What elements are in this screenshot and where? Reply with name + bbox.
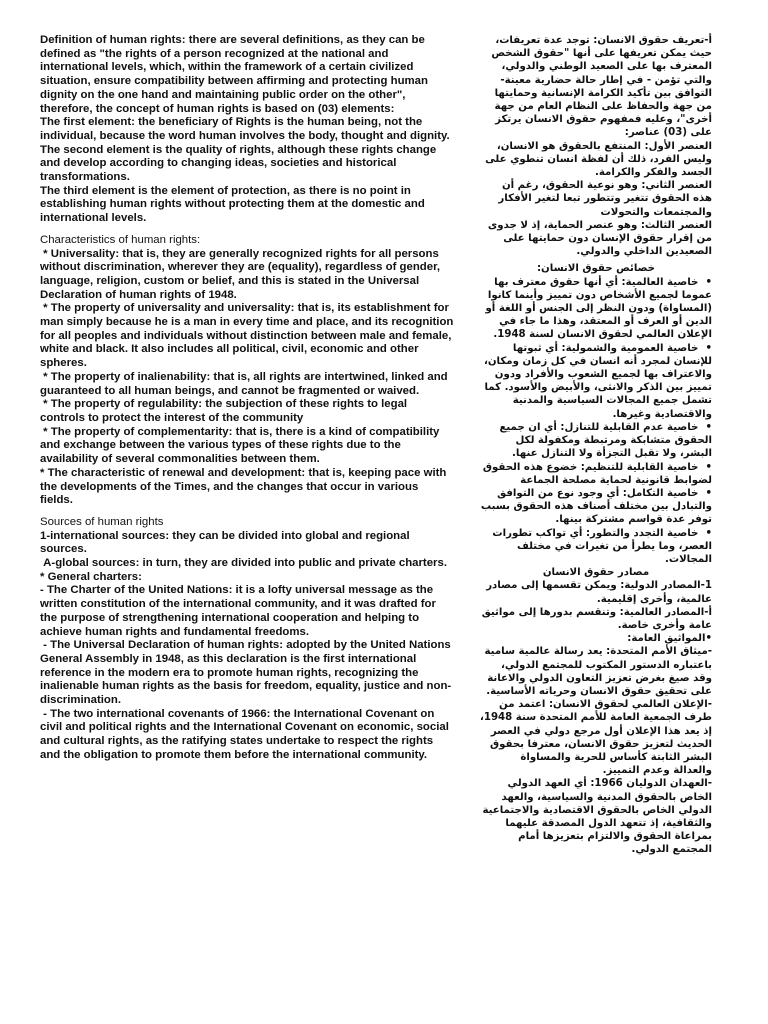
- arabic-characteristics-title: خصائص حقوق الانسان:: [536, 263, 656, 275]
- arabic-characteristic-item: • خاصية القابلية للتنظيم: خضوع هذه الحقوق لضوابط قانونية لحماية مصلحة الجماعة: [480, 461, 712, 487]
- english-source-item: * General charters:: [40, 570, 142, 583]
- arabic-sources-section: [476, 566, 712, 856]
- english-sources-section: [40, 516, 454, 763]
- arabic-source-item: 1-المصادر الدولية: ويمكن تقسمها إلى مصادر عالمية، وأخرى إقليمية.: [482, 580, 712, 605]
- english-source-item: A-global sources: in turn, they are divided into public and private charters.: [40, 557, 447, 570]
- english-characteristic-item: * The characteristic of renewal and development: that is, keeping pace with the developments of the Times, and the changes that occur in various fields.: [40, 466, 450, 507]
- document-page: [40, 34, 712, 1014]
- english-column: [40, 34, 457, 1014]
- arabic-characteristic-item: • خاصية العمومية والشمولية: أي ثبوتها للإنسان لمجرد أنه انسان في كل زمان ومكان، والاعتراف بها لجميع الشعوب والأفراد ودون تمييز بين الذكر والانثى، والأبيض والأسود. كما تشمل جميع المجالات السياسية والمدنية والاقتصادية وغيرها.: [480, 342, 712, 421]
- arabic-source-item: -ميثاق الأمم المتحدة: يعد رسالة عالمية سامية باعتباره الدستور المكتوب للمجتمع الدولي، وقد صيغ بغرض تعزيز التعاون الدولي والاعانة على تحقيق حقوق الانسان وحرياته الأساسية.: [480, 646, 712, 697]
- english-sources-title: Sources of human rights: [40, 515, 164, 528]
- english-source-item: - The Universal Declaration of human rights: adopted by the United Nations General Assembly in 1948, as this declaration is the first international reference in the modern era to promote human rights, recognizing the inalienable human rights as the basis for freedom, equality, justice and non-discrimination.: [40, 639, 454, 707]
- english-second-element: The second element is the quality of rights, although these rights change and develop according to changing ideas, societies and historical transformations.: [40, 143, 440, 184]
- arabic-source-item: -العهدان الدوليان 1966: أي العهد الدولي الخاص بالحقوق المدنية والسياسية، والعهد الدولي الخاص بالحقوق الاقتصادية والاجتماعية والثقافية، إذ تتعهد الدول المصدقة عليهما بمراعاة الحقوق والالتزام بتعزيزها أمام المجتمع الدولي.: [478, 778, 712, 856]
- arabic-first-element: العنصر الأول: المنتفع بالحقوق هو الانسان، وليس الفرد، ذلك أن لفظة انسان تنطوي على الجسد والفكر والكرامة.: [481, 140, 712, 179]
- english-characteristics-title: Characteristics of human rights:: [40, 233, 201, 246]
- arabic-characteristic-item: • خاصية عدم القابلية للتنازل: أي ان جميع الحقوق متشابكة ومرتبطة ومكفولة لكل البشر، ولا تقبل التجزأة ولا التنازل عنها.: [480, 421, 712, 461]
- english-characteristic-item: * The property of inalienability: that is, all rights are intertwined, linked and guaranteed to all human beings, and cannot be fragmented or waived.: [40, 370, 451, 397]
- arabic-characteristics-section: [477, 262, 712, 566]
- english-source-item: 1-international sources: they can be divided into global and regional sources.: [40, 529, 413, 556]
- arabic-definition-section: [480, 34, 712, 258]
- english-characteristic-item: * The property of regulability: the subjection of these rights to legal controls to protect the interest of the community: [40, 398, 411, 424]
- english-characteristics-section: [40, 233, 457, 508]
- english-first-element: The first element: the beneficiary of Rights is the human being, not the individual, because the word human involves the body, thought and dignity.: [40, 116, 450, 142]
- english-third-element: The third element is the element of protection, as there is no point in establishing human rights without protecting them at the domestic and international levels.: [40, 184, 428, 225]
- english-source-item: - The Charter of the United Nations: it is a lofty universal message as the written constitution of the international community, and it was drafted for the purpose of strengthening international cooperation and helping to achieve human rights and fundamental freedoms.: [40, 584, 440, 638]
- english-characteristic-item: * The property of universality and universality: that is, its establishment for man simply because he is a man in every time and place, and its recognition for all peoples and individuals without distinction between male and female, white and black. It also includes all political, civil, economic and other spheres.: [40, 302, 457, 370]
- arabic-characteristic-item: • خاصية العالمية: أي أنها حقوق معترف بها عموما لجميع الأشخاص دون تمييز وأينما كانوا (المساواة) ودون النظر إلى الجنس أو اللغة أو الدين أو العرف أو المعتقد، وهذا ما جاء في الإعلان العالمي لحقوق الانسان لسنة 1948.: [480, 276, 712, 342]
- english-definition-paragraph: Definition of human rights: there are several definitions, as they can be defined as "the rights of a person recognized at the national and international levels, which, within the framework of a certain civilized situation, ensure compatibility between affirming and protecting human dignity on the one hand and maintaining public order on the other", therefore, the concept of human rights is based on (03) elements:: [40, 34, 432, 115]
- arabic-characteristic-item: • خاصية التكامل: أي وجود نوع من التوافق والتبادل بين مختلف أصناف هذه الحقوق بسبب توفر عدة قواسم مشتركة بينها.: [480, 487, 712, 527]
- arabic-third-element: العنصر الثالث: وهو عنصر الحماية، إذ لا جدوى من إقرار حقوق الإنسان دون حمايتها على الصعيدين الداخلي والدولي.: [484, 219, 712, 258]
- arabic-source-item: أ-المصادر العالمية: وتنقسم بدورها إلى مواثيق عامة وأخرى خاصة.: [478, 606, 712, 631]
- english-characteristic-item: * Universality: that is, they are generally recognized rights for all persons without discrimination, wherever they are (equality), regardless of gender, language, religion, custom or belief, and this is stated in the Universal Declaration of human rights of 1948.: [40, 247, 444, 301]
- arabic-column: [476, 34, 712, 1014]
- arabic-definition-paragraph: أ-تعريف حقوق الانسان: توجد عدة تعريفات، حيث يمكن تعريفها على أنها "حقوق الشخص المعترف بها على الصعيد الوطني والدولي، والتي تؤمن - في إطار حالة حضارية معينة- التوافق بين تأكيد الكرامة الإنسانية وحمايتها من جهة والحفاظ على النظام العام من جهة أخرى"، وعليه فمفهوم حقوق الانسان يرتكز على (03) عناصر:: [487, 35, 712, 139]
- arabic-source-item: -الإعلان العالمي لحقوق الانسان: اعتمد من طرف الجمعية العامة للأمم المتحدة سنة 1948، إذ يعد هذا الإعلان أول مرجع دولي في العصر الحديث لتعزيز حقوق الانسان، معترفا بحقوق البشر الثابتة كأساس للحرية والمساواة والعدالة وعدم التمييز.: [476, 699, 712, 777]
- english-source-item: - The two international covenants of 1966: the International Covenant on civil and political rights and the International Covenant on economic, social and cultural rights, as the ratifying states undertake to respect the rights and the obligation to promote them before the international community.: [40, 707, 453, 761]
- english-characteristic-item: * The property of complementarity: that is, there is a kind of compatibility and exchange between the various types of these rights due to the availability of several commonalities between them.: [40, 425, 443, 466]
- arabic-source-item: •المواثيق العامة:: [627, 633, 712, 645]
- arabic-characteristic-item: • خاصية التجدد والتطور: أي تواكب تطورات العصر، وما يطرأ من تغيرات في مختلف المجالات.: [480, 527, 712, 567]
- arabic-second-element: العنصر الثاني: وهو نوعية الحقوق، رغم أن هذه الحقوق تتغير وتتطور تبعا لتغير الأفكار والمجتمعات والتحولات: [494, 180, 712, 218]
- english-definition-section: [40, 34, 454, 226]
- arabic-sources-title: مصادر حقوق الانسان: [542, 567, 650, 579]
